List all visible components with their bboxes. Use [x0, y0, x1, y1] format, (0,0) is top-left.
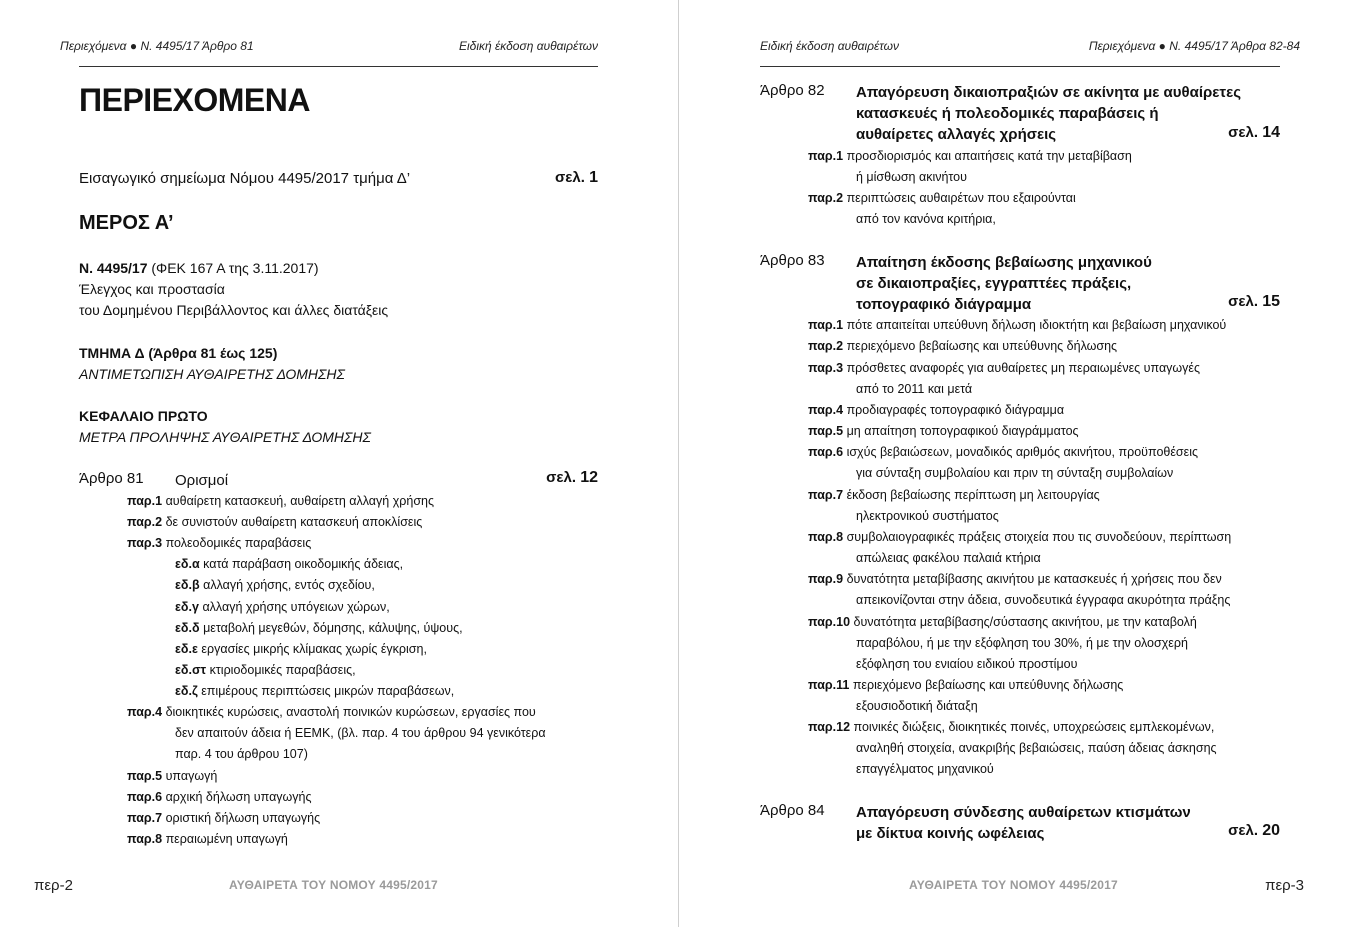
article-83-number: Άρθρο 83	[760, 252, 825, 269]
header-article-ref: Ν. 4495/17 Άρθρο 81	[140, 39, 254, 53]
list-subitem	[175, 681, 454, 702]
item-key: παρ.2	[808, 191, 844, 205]
item-text: εργασίες μικρής κλίμακας χωρίς έγκριση,	[201, 642, 427, 656]
item-key: εδ.ε	[175, 642, 198, 656]
item-text: διοικητικές κυρώσεις, αναστολή ποινικών κυρώσεων, εργασίες που	[165, 705, 536, 719]
page-label: σελ.	[1228, 293, 1259, 310]
article-title-line: Απαίτηση έκδοσης βεβαίωσης μηχανικού	[856, 254, 1152, 271]
left-page	[0, 0, 678, 927]
item-key: παρ.3	[127, 536, 163, 550]
item-key: παρ.2	[808, 339, 844, 353]
article-81-title: Ορισμοί	[175, 472, 229, 489]
list-item	[127, 808, 320, 829]
right-footer-title: ΑΥΘΑΙΡΕΤΑ ΤΟΥ ΝΟΜΟΥ 4495/2017	[909, 878, 1118, 892]
list-item	[808, 315, 1226, 336]
item-text: προσδιορισμός και απαιτήσεις κατά την μεταβίβαση	[846, 149, 1132, 163]
item-key: παρ.1	[808, 318, 844, 332]
item-text: υπαγωγή	[165, 769, 218, 783]
list-item	[127, 829, 288, 850]
item-text: περαιωμένη υπαγωγή	[165, 832, 288, 846]
item-key: παρ.1	[127, 494, 163, 508]
list-item	[808, 146, 1132, 188]
item-text: δυνατότητα μεταβίβασης/σύστασης ακινήτου, με την καταβολή	[853, 615, 1197, 629]
law-fek: (ΦΕΚ 167 Α της 3.11.2017)	[151, 260, 319, 276]
item-text: περιεχόμενο βεβαίωσης και υπεύθυνης δήλωσης	[852, 678, 1124, 692]
item-text: δυνατότητα μεταβίβασης ακινήτου με κατασκευές ή χρήσεις που δεν	[846, 572, 1222, 586]
list-item	[127, 787, 312, 808]
item-text: ποινικές διώξεις, διοικητικές ποινές, υποχρεώσεις εμπλεκομένων,	[853, 720, 1215, 734]
left-page-number: περ-2	[34, 877, 73, 894]
article-title-line: τοπογραφικό διάγραμμα	[856, 296, 1032, 313]
item-text: αυθαίρετη κατασκευή, αυθαίρετη αλλαγή χρήσης	[165, 494, 435, 508]
list-subitem	[175, 618, 463, 639]
part-heading: ΜΕΡΟΣ Α’	[79, 212, 174, 234]
item-key: παρ.2	[127, 515, 163, 529]
item-text: πρόσθετες αναφορές για αυθαίρετες μη περαιωμένες υπαγωγές	[846, 361, 1201, 375]
list-item	[127, 533, 311, 554]
list-item	[127, 491, 434, 512]
list-subitem	[175, 639, 427, 660]
list-item	[808, 421, 1079, 442]
item-key: εδ.στ	[175, 663, 207, 677]
bullet-icon: ●	[129, 39, 138, 53]
page-divider	[678, 0, 679, 927]
article-84-page-ref	[1228, 822, 1280, 840]
list-item	[127, 702, 546, 765]
law-title-line-2: του Δομημένου Περιβάλλοντος και άλλες διατάξεις	[79, 302, 389, 318]
item-text: περιπτώσεις αυθαιρέτων που εξαιρούνται	[846, 191, 1076, 205]
item-text-continued: για σύνταξη συμβολαίου και πριν τη σύνταξη συμβολαίων	[856, 466, 1174, 480]
list-subitem	[175, 660, 356, 681]
law-number: Ν. 4495/17	[79, 260, 148, 276]
page-label: σελ.	[1228, 822, 1259, 839]
item-key: παρ.7	[808, 488, 844, 502]
item-text: αρχική δήλωση υπαγωγής	[165, 790, 312, 804]
list-item	[808, 400, 1064, 421]
header-label: Περιεχόμενα	[60, 39, 127, 53]
list-item	[808, 485, 1100, 527]
article-82-title	[856, 82, 1241, 145]
article-81-page-ref	[546, 469, 598, 487]
list-subitem	[175, 575, 375, 596]
chapter-subtitle: ΜΕΤΡΑ ΠΡΟΛΗΨΗΣ ΑΥΘΑΙΡΕΤΗΣ ΔΟΜΗΣΗΣ	[79, 429, 371, 445]
item-text-continued: εξόφληση του ενιαίου ειδικού προστίμου	[856, 657, 1078, 671]
item-text: πότε απαιτείται υπεύθυνη δήλωση ιδιοκτήτη και βεβαίωση μηχανικού	[846, 318, 1227, 332]
item-text: μεταβολή μεγεθών, δόμησης, κάλυψης, ύψους,	[203, 621, 463, 635]
list-item	[808, 336, 1117, 357]
right-header-edition: Ειδική έκδοση αυθαιρέτων	[760, 39, 899, 53]
item-text-continued: αναληθή στοιχεία, ανακριβής βεβαιώσεις, παύση άδειας άσκησης	[856, 741, 1217, 755]
item-key: παρ.9	[808, 572, 844, 586]
item-key: παρ.1	[808, 149, 844, 163]
left-footer-title: ΑΥΘΑΙΡΕΤΑ ΤΟΥ ΝΟΜΟΥ 4495/2017	[229, 878, 438, 892]
list-item	[808, 612, 1197, 675]
item-key: εδ.α	[175, 557, 200, 571]
article-title-line: Απαγόρευση σύνδεσης αυθαίρετων κτισμάτων	[856, 804, 1191, 821]
item-text-continued: απώλειας φακέλου παλαιά κτήρια	[856, 551, 1041, 565]
item-key: παρ.6	[127, 790, 163, 804]
item-key: παρ.10	[808, 615, 851, 629]
item-key: εδ.β	[175, 578, 200, 592]
list-subitem	[175, 597, 390, 618]
item-text: περιεχόμενο βεβαίωσης και υπεύθυνης δήλωσης	[846, 339, 1118, 353]
article-82-page-ref	[1228, 124, 1280, 142]
item-key: παρ.11	[808, 678, 850, 692]
item-key: εδ.γ	[175, 600, 199, 614]
law-reference	[79, 258, 319, 279]
page-label: σελ.	[1228, 124, 1259, 141]
item-key: παρ.6	[808, 445, 844, 459]
section-subtitle: ΑΝΤΙΜΕΤΩΠΙΣΗ ΑΥΘΑΙΡΕΤΗΣ ΔΟΜΗΣΗΣ	[79, 366, 345, 382]
left-header-ref	[60, 39, 254, 53]
list-item	[808, 442, 1198, 484]
intro-note-entry: Εισαγωγικό σημείωμα Νόμου 4495/2017 τμήμα Δ’	[79, 170, 411, 187]
item-text-continued: παρ. 4 του άρθρου 107)	[175, 747, 308, 761]
left-header-edition: Ειδική έκδοση αυθαιρέτων	[459, 39, 598, 53]
list-subitem	[175, 554, 403, 575]
right-page	[680, 0, 1359, 927]
list-item	[808, 569, 1230, 611]
item-text-continued: δεν απαιτούν άδεια ή ΕΕΜΚ, (βλ. παρ. 4 του άρθρου 94 γενικότερα	[175, 726, 546, 740]
right-page-number: περ-3	[1265, 877, 1304, 894]
article-84-number: Άρθρο 84	[760, 802, 825, 819]
item-key: παρ.8	[127, 832, 163, 846]
item-text-continued: ή μίσθωση ακινήτου	[856, 170, 967, 184]
item-text-continued: από το 2011 και μετά	[856, 382, 973, 396]
article-title-line: με δίκτυα κοινής ωφέλειας	[856, 825, 1045, 842]
item-key: παρ.5	[127, 769, 163, 783]
page-title: ΠΕΡΙΕΧΟΜΕΝΑ	[79, 82, 310, 118]
article-81-number: Άρθρο 81	[79, 470, 144, 487]
page-label: σελ.	[546, 469, 577, 486]
item-key: παρ.7	[127, 811, 163, 825]
item-text-continued: εξουσιοδοτική διάταξη	[856, 699, 978, 713]
article-title-line: Απαγόρευση δικαιοπραξιών σε ακίνητα με αυθαίρετες	[856, 84, 1242, 101]
header-article-ref: Ν. 4495/17 Άρθρα 82-84	[1169, 39, 1300, 53]
intro-page-ref	[555, 169, 598, 187]
item-text: αλλαγή χρήσης, εντός σχεδίου,	[203, 578, 375, 592]
item-key: παρ.3	[808, 361, 844, 375]
header-rule	[79, 66, 598, 67]
item-text-continued: ηλεκτρονικού συστήματος	[856, 509, 999, 523]
item-key: εδ.δ	[175, 621, 200, 635]
item-text: μη απαίτηση τοπογραφικού διαγράμματος	[846, 424, 1079, 438]
list-item	[808, 675, 1123, 717]
article-title-line: σε δικαιοπραξίες, εγγραπτέες πράξεις,	[856, 275, 1132, 292]
list-item	[808, 527, 1231, 569]
item-text: συμβολαιογραφικές πράξεις στοιχεία που τις συνοδεύουν, περίπτωση	[846, 530, 1232, 544]
law-title-line-1: Έλεγχος και προστασία	[79, 281, 225, 297]
item-key: παρ.5	[808, 424, 844, 438]
chapter-title: ΚΕΦΑΛΑΙΟ ΠΡΩΤΟ	[79, 408, 208, 424]
article-title-line: κατασκευές ή πολεοδομικές παραβάσεις ή	[856, 105, 1159, 122]
item-text: ισχύς βεβαιώσεων, μοναδικός αριθμός ακινήτου, προϋποθέσεις	[846, 445, 1199, 459]
page-label: σελ.	[555, 169, 585, 186]
list-item	[808, 188, 1076, 230]
article-83-title	[856, 252, 1152, 315]
item-key: εδ.ζ	[175, 684, 198, 698]
page-number: 20	[1262, 822, 1280, 839]
item-text: δε συνιστούν αυθαίρετη κατασκευή αποκλίσεις	[165, 515, 423, 529]
item-text: πολεοδομικές παραβάσεις	[165, 536, 312, 550]
article-82-number: Άρθρο 82	[760, 82, 825, 99]
item-text-continued: απεικονίζονται στην άδεια, συνοδευτικά έγγραφα ακυρότητα πράξης	[856, 593, 1231, 607]
list-item	[127, 766, 217, 787]
item-text: κατά παράβαση οικοδομικής άδειας,	[203, 557, 404, 571]
item-text-continued: παραβόλου, ή με την εξόφληση του 30%, ή με την ολοσχερή	[856, 636, 1188, 650]
item-key: παρ.8	[808, 530, 844, 544]
item-key: παρ.4	[808, 403, 844, 417]
item-text: έκδοση βεβαίωσης περίπτωση μη λειτουργίας	[846, 488, 1100, 502]
item-text: επιμέρους περιπτώσεις μικρών παραβάσεων,	[201, 684, 455, 698]
item-text: προδιαγραφές τοπογραφικό διάγραμμα	[846, 403, 1065, 417]
header-label: Περιεχόμενα	[1088, 39, 1156, 53]
list-item	[808, 717, 1217, 780]
page-number: 1	[589, 169, 598, 186]
bullet-icon: ●	[1158, 39, 1166, 53]
list-item	[127, 512, 422, 533]
right-header-ref	[1089, 39, 1300, 53]
article-83-page-ref	[1228, 293, 1280, 311]
item-text-continued: από τον κανόνα κριτήρια,	[856, 212, 996, 226]
page-number: 15	[1262, 293, 1280, 310]
article-84-title	[856, 802, 1191, 844]
header-rule	[760, 66, 1280, 67]
item-text-continued: επαγγέλματος μηχανικού	[856, 762, 994, 776]
item-text: κτιριοδομικές παραβάσεις,	[209, 663, 356, 677]
item-key: παρ.12	[808, 720, 851, 734]
list-item	[808, 358, 1200, 400]
item-text: αλλαγή χρήσης υπόγειων χώρων,	[202, 600, 390, 614]
article-title-line: αυθαίρετες αλλαγές χρήσεις	[856, 126, 1057, 143]
item-text: οριστική δήλωση υπαγωγής	[165, 811, 321, 825]
page-number: 14	[1262, 124, 1280, 141]
item-key: παρ.4	[127, 705, 163, 719]
page-number: 12	[580, 469, 598, 486]
section-title: ΤΜΗΜΑ Δ (Άρθρα 81 έως 125)	[79, 345, 278, 361]
